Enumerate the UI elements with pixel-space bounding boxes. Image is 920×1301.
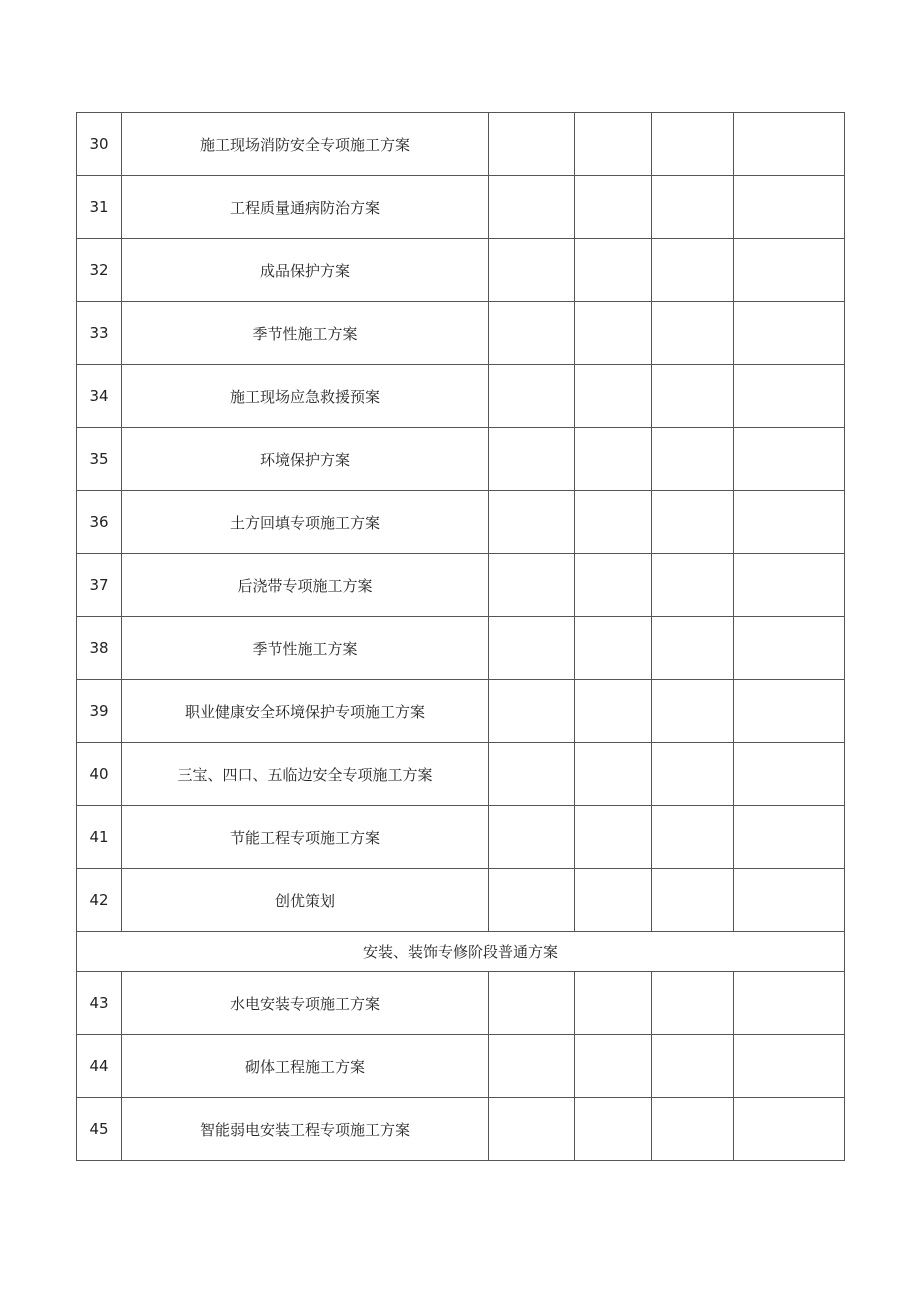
empty-cell — [489, 806, 575, 869]
empty-cell — [652, 869, 734, 932]
empty-cell — [734, 176, 845, 239]
empty-cell — [652, 1035, 734, 1098]
empty-cell — [575, 869, 652, 932]
plan-name: 季节性施工方案 — [122, 302, 489, 365]
plan-name: 施工现场消防安全专项施工方案 — [122, 113, 489, 176]
empty-cell — [734, 869, 845, 932]
row-number: 34 — [77, 365, 122, 428]
empty-cell — [489, 1098, 575, 1161]
empty-cell — [652, 972, 734, 1035]
empty-cell — [489, 617, 575, 680]
empty-cell — [734, 680, 845, 743]
plan-name: 砌体工程施工方案 — [122, 1035, 489, 1098]
plan-table — [76, 112, 845, 1161]
plan-name: 工程质量通病防治方案 — [122, 176, 489, 239]
empty-cell — [489, 365, 575, 428]
empty-cell — [575, 972, 652, 1035]
empty-cell — [575, 428, 652, 491]
row-number: 43 — [77, 972, 122, 1035]
empty-cell — [652, 239, 734, 302]
empty-cell — [652, 428, 734, 491]
table-row — [77, 428, 845, 491]
table-row — [77, 113, 845, 176]
table-row — [77, 743, 845, 806]
row-number: 35 — [77, 428, 122, 491]
empty-cell — [575, 617, 652, 680]
row-number: 37 — [77, 554, 122, 617]
empty-cell — [652, 365, 734, 428]
empty-cell — [652, 554, 734, 617]
empty-cell — [489, 869, 575, 932]
empty-cell — [575, 1035, 652, 1098]
table-row — [77, 176, 845, 239]
table-row — [77, 365, 845, 428]
empty-cell — [575, 680, 652, 743]
plan-name: 成品保护方案 — [122, 239, 489, 302]
empty-cell — [575, 365, 652, 428]
empty-cell — [575, 302, 652, 365]
empty-cell — [575, 113, 652, 176]
plan-name: 职业健康安全环境保护专项施工方案 — [122, 680, 489, 743]
row-number: 33 — [77, 302, 122, 365]
empty-cell — [652, 680, 734, 743]
empty-cell — [734, 428, 845, 491]
empty-cell — [489, 176, 575, 239]
row-number: 31 — [77, 176, 122, 239]
empty-cell — [489, 491, 575, 554]
empty-cell — [489, 680, 575, 743]
empty-cell — [575, 806, 652, 869]
section-title: 安装、装饰专修阶段普通方案 — [77, 932, 845, 972]
empty-cell — [734, 554, 845, 617]
table-row — [77, 972, 845, 1035]
empty-cell — [489, 428, 575, 491]
empty-cell — [575, 554, 652, 617]
empty-cell — [489, 1035, 575, 1098]
empty-cell — [734, 491, 845, 554]
row-number: 30 — [77, 113, 122, 176]
empty-cell — [652, 743, 734, 806]
empty-cell — [575, 176, 652, 239]
empty-cell — [489, 302, 575, 365]
empty-cell — [734, 743, 845, 806]
empty-cell — [489, 743, 575, 806]
table-row — [77, 1098, 845, 1161]
plan-name: 三宝、四口、五临边安全专项施工方案 — [122, 743, 489, 806]
empty-cell — [652, 176, 734, 239]
empty-cell — [575, 491, 652, 554]
empty-cell — [575, 239, 652, 302]
plan-name: 智能弱电安装工程专项施工方案 — [122, 1098, 489, 1161]
empty-cell — [652, 617, 734, 680]
row-number: 44 — [77, 1035, 122, 1098]
plan-name: 节能工程专项施工方案 — [122, 806, 489, 869]
table-row — [77, 869, 845, 932]
plan-name: 后浇带专项施工方案 — [122, 554, 489, 617]
plan-name: 水电安装专项施工方案 — [122, 972, 489, 1035]
table-row — [77, 617, 845, 680]
empty-cell — [489, 239, 575, 302]
table-row — [77, 491, 845, 554]
table-row — [77, 554, 845, 617]
plan-name: 环境保护方案 — [122, 428, 489, 491]
table-row — [77, 806, 845, 869]
empty-cell — [489, 554, 575, 617]
row-number: 39 — [77, 680, 122, 743]
empty-cell — [734, 302, 845, 365]
empty-cell — [734, 365, 845, 428]
plan-name: 土方回填专项施工方案 — [122, 491, 489, 554]
row-number: 38 — [77, 617, 122, 680]
empty-cell — [734, 806, 845, 869]
plan-table-body — [77, 113, 845, 1161]
plan-name: 季节性施工方案 — [122, 617, 489, 680]
empty-cell — [734, 239, 845, 302]
empty-cell — [652, 806, 734, 869]
empty-cell — [489, 113, 575, 176]
row-number: 45 — [77, 1098, 122, 1161]
empty-cell — [575, 743, 652, 806]
empty-cell — [734, 972, 845, 1035]
row-number: 42 — [77, 869, 122, 932]
empty-cell — [734, 113, 845, 176]
empty-cell — [734, 1098, 845, 1161]
empty-cell — [652, 491, 734, 554]
table-row — [77, 680, 845, 743]
table-row — [77, 302, 845, 365]
empty-cell — [489, 972, 575, 1035]
section-row — [77, 932, 845, 972]
plan-name: 施工现场应急救援预案 — [122, 365, 489, 428]
row-number: 41 — [77, 806, 122, 869]
row-number: 40 — [77, 743, 122, 806]
table-row — [77, 239, 845, 302]
table-row — [77, 1035, 845, 1098]
row-number: 32 — [77, 239, 122, 302]
row-number: 36 — [77, 491, 122, 554]
plan-name: 创优策划 — [122, 869, 489, 932]
empty-cell — [652, 113, 734, 176]
empty-cell — [652, 1098, 734, 1161]
empty-cell — [575, 1098, 652, 1161]
empty-cell — [734, 617, 845, 680]
empty-cell — [734, 1035, 845, 1098]
empty-cell — [652, 302, 734, 365]
